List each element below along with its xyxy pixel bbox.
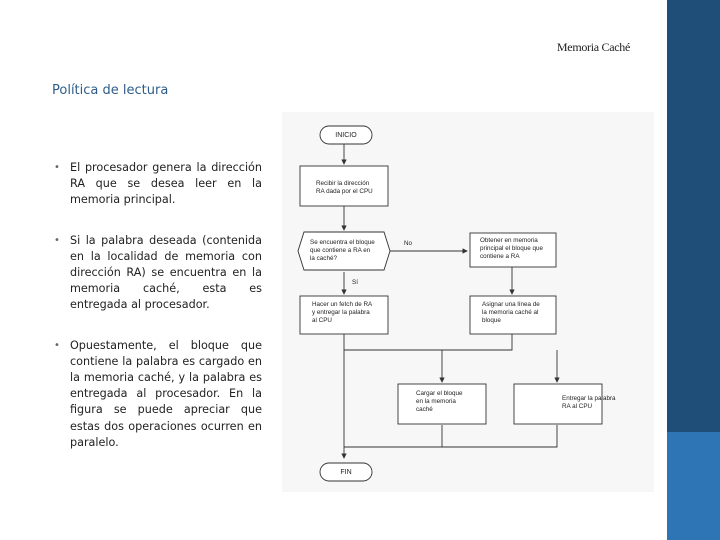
join-deliver-line: [442, 425, 557, 447]
main-line-2: principal el bloque que: [480, 245, 544, 252]
end-label: FIN: [340, 469, 352, 476]
no-label: No: [404, 240, 413, 247]
load-line-1: Cargar el bloque: [416, 390, 463, 397]
load-line-3: caché: [416, 406, 433, 413]
assign-line-1: Asignar una línea de: [482, 301, 540, 308]
bullet-text: El procesador genera la dirección RA que se desea leer en la memoria principal.: [70, 161, 262, 207]
sidebar-accent-light: [667, 432, 720, 540]
section-title: Política de lectura: [52, 83, 169, 98]
decision-line-2: que contiene a RA en: [310, 247, 371, 254]
start-label: INICIO: [335, 132, 357, 139]
assign-line-2: la memoria caché al: [482, 309, 539, 316]
bullet-item: [52, 160, 262, 209]
main-line-3: contiene a RA: [480, 253, 520, 260]
page-title: Memoria Caché: [556, 40, 630, 54]
bullet-text: Si la palabra deseada (contenida en la localidad de memoria con dirección RA) se encuentra en la memoria caché, esta es entregada al procesador.: [70, 233, 262, 312]
receive-line-2: RA dada por el CPU: [316, 188, 373, 195]
decision-line-3: la caché?: [310, 255, 337, 262]
bullet-item: [52, 338, 262, 451]
load-line-2: en la memoria: [416, 398, 456, 405]
receive-line-1: Recibir la dirección: [316, 180, 370, 187]
bullet-list: [52, 160, 262, 451]
main-line-1: Obtener en memoria: [480, 237, 538, 244]
bullet-item: [52, 233, 262, 314]
deliver-line-2: RA al CPU: [562, 403, 593, 410]
bullet-marker: •: [54, 162, 60, 173]
fetch-line-3: al CPU: [312, 317, 332, 324]
fetch-line-1: Hacer un fetch de RA: [312, 301, 373, 308]
bullet-marker: •: [54, 234, 60, 246]
flowchart-canvas: [282, 112, 654, 492]
sidebar-accent-dark: [667, 0, 720, 432]
bullet-marker: •: [54, 339, 60, 351]
deliver-line-1: Entregar la palabra: [562, 395, 616, 402]
bullet-text: Opuestamente, el bloque que contiene la palabra es cargado en la memoria caché, y la palabra es entregada al procesador. En la figura se puede apreciar que estas dos operaciones ocurren en paralelo.: [70, 338, 262, 449]
merge-line: [344, 334, 512, 350]
fetch-line-2: y entregar la palabra: [312, 309, 370, 316]
join-load-line: [344, 425, 442, 447]
assign-line-3: bloque: [482, 317, 501, 324]
flowchart: [282, 112, 654, 492]
yes-label: Sí: [352, 279, 358, 286]
decision-line-1: Se encuentra el bloque: [310, 239, 375, 246]
